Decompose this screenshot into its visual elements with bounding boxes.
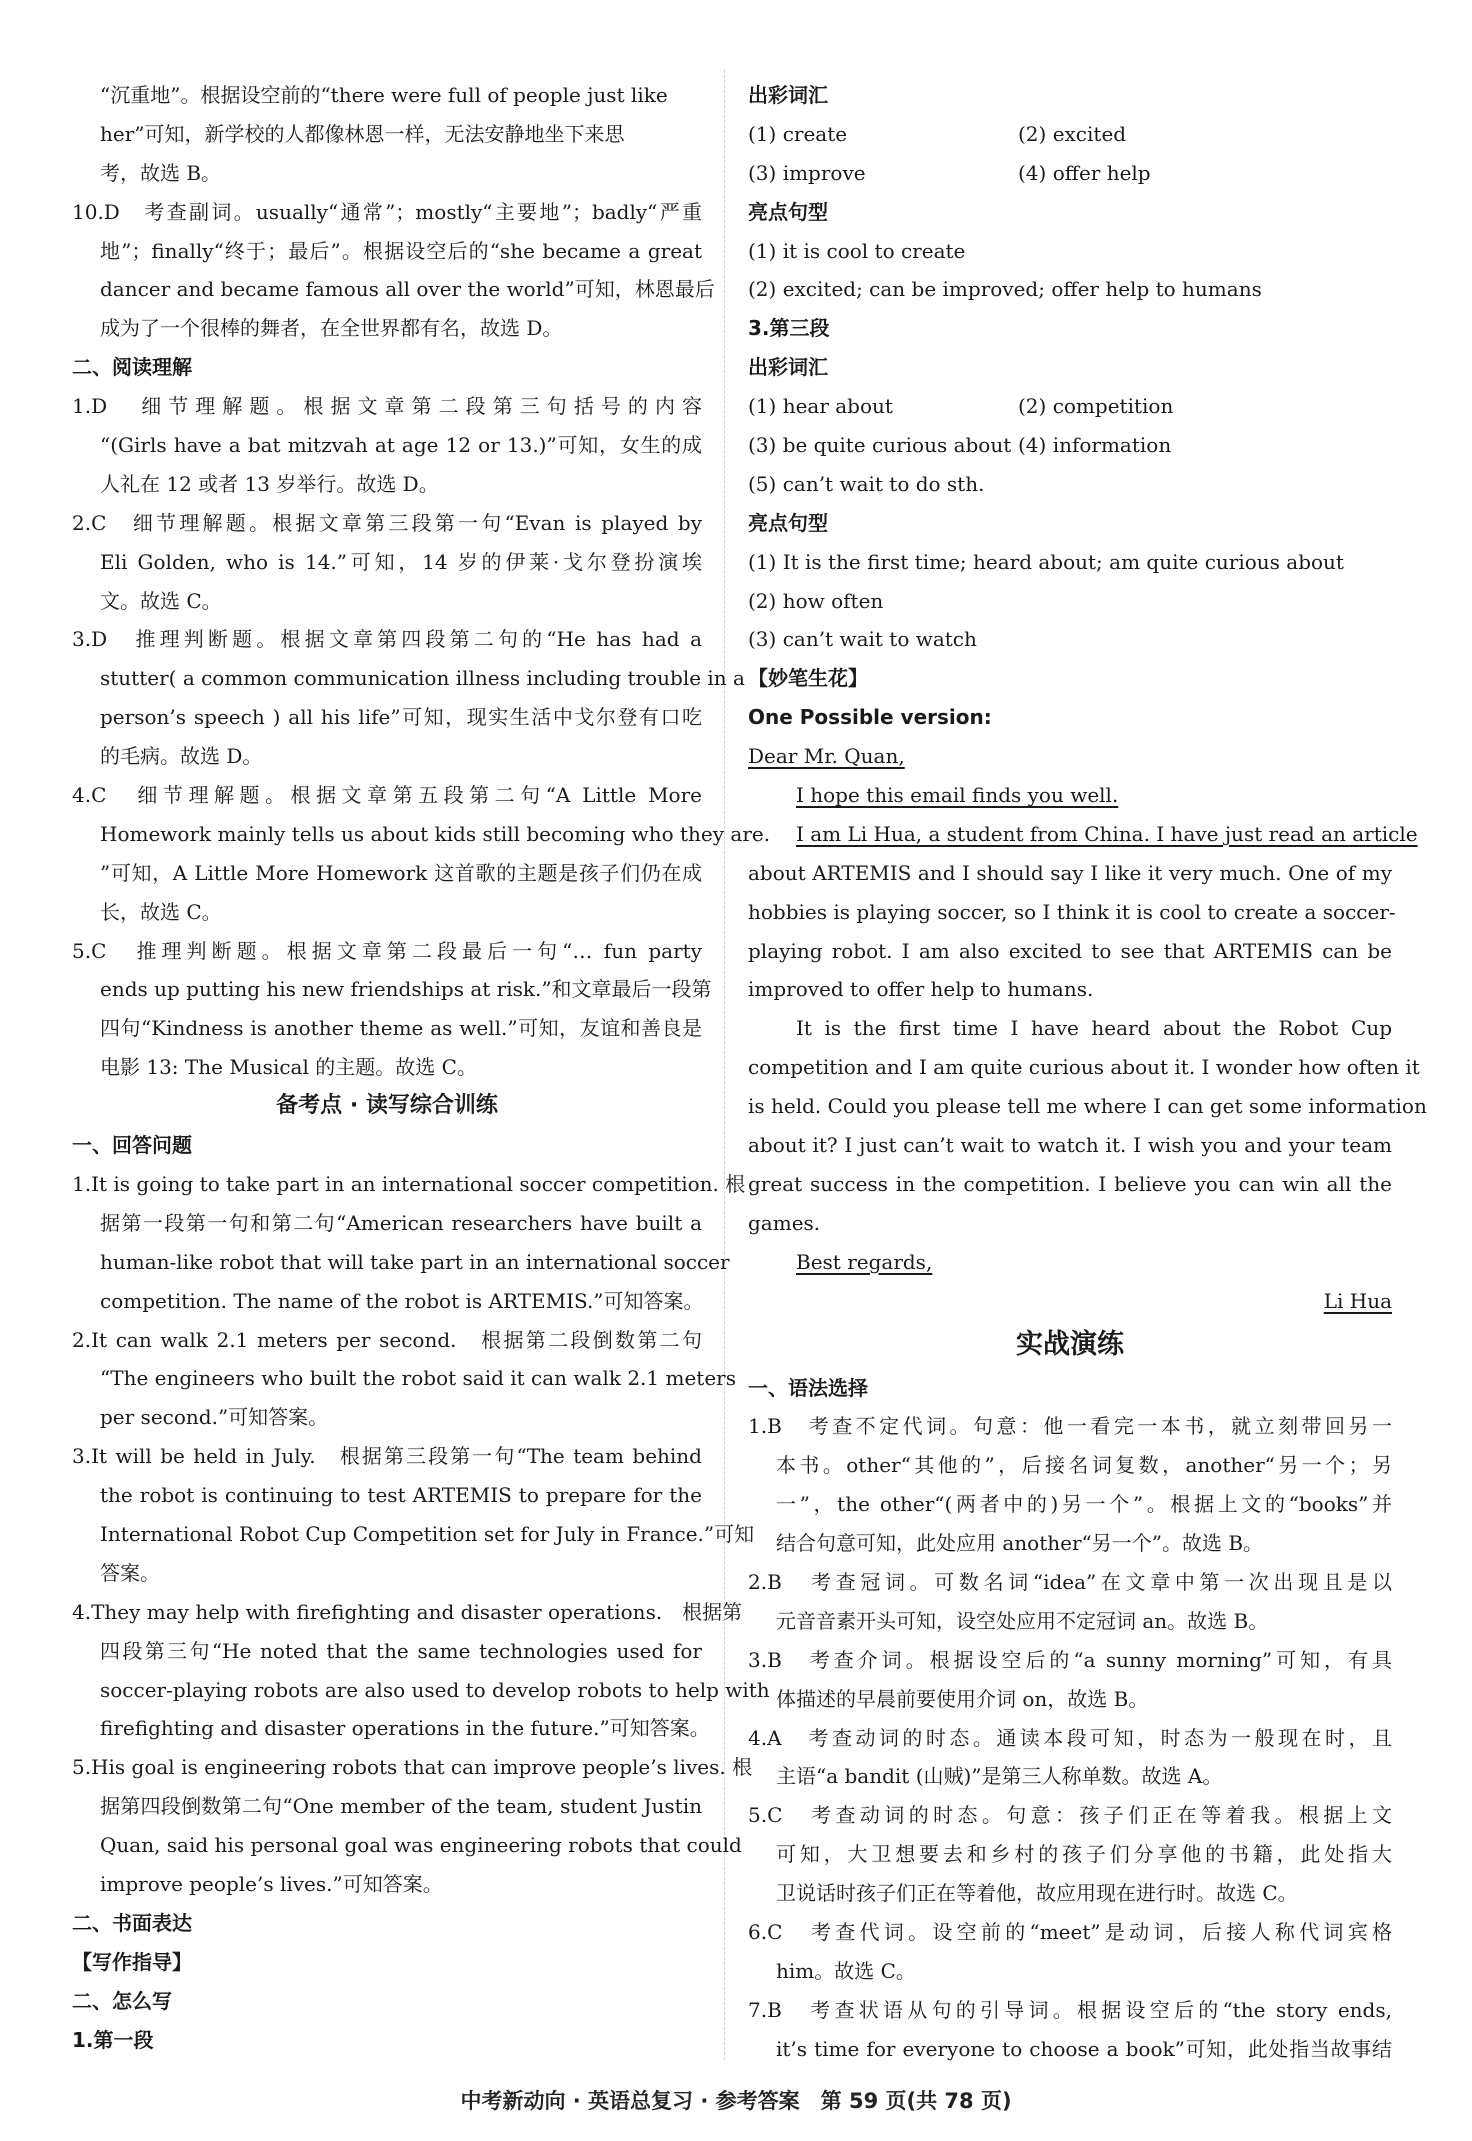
vocab-pair [748,387,1392,426]
vocab-item: (1) create [748,121,848,146]
text-line: human-like robot that will take part in an international soccer [100,1249,730,1274]
section-heading: 【妙笔生花】 [748,666,868,691]
vocab-item: (3) improve [748,160,866,185]
section-title: 备考点 · 读写综合训练 [276,1093,498,1119]
signature-name: Li Hua [1323,1288,1392,1313]
text-line: 四句“Kindness is another theme as well.”可知，友谊和善良是 [100,1016,702,1041]
text-line: 1.B 考查不定代词。句意：他一看完一本书，就立刻带回另一 [748,1414,1392,1439]
text-line: about it? I just can’t wait to watch it. I wish you and your team [748,1133,1392,1158]
letter-line [748,737,1392,776]
text-line: 元音音素开头可知，设空处应用不定冠词 an。故选 B。 [776,1608,1269,1633]
text-line: 7.B 考查状语从句的引导词。根据设空后的“the story ends, [748,1997,1392,2022]
section-heading: 二、书面表达 [72,1910,192,1935]
text-line: Homework mainly tells us about kids still becoming who they are. [100,821,771,846]
letter-line [748,1243,1392,1282]
text-line: ends up putting his new friendships at risk.”和文章最后一段第 [100,977,712,1002]
text-line: 本书。other“其他的”，后接名词复数，another“另一个；另 [776,1453,1392,1478]
text-line: (3) can’t wait to watch [748,627,977,652]
text-line: “(Girls have a bat mitzvah at age 12 or 13.)”可知，女生的成 [100,433,702,458]
text-line: 6.C 考查代词。设空前的“meet”是动词，后接人称代词宾格 [748,1919,1392,1944]
text-line: 文。故选 C。 [100,588,222,613]
text-line: 结合句意可知，此处应用 another“另一个”。故选 B。 [776,1531,1264,1556]
text-line: Quan, said his personal goal was engineering robots that could [100,1833,742,1858]
section-heading: 二、阅读理解 [72,355,192,380]
section-heading: 一、回答问题 [72,1133,192,1158]
vocab-item: (4) offer help [1018,160,1151,185]
right-column [748,76,1427,2069]
text-line: 长，故选 C。 [100,899,222,924]
vocab-item: (2) excited [1018,121,1127,146]
text-line: 可知，大卫想要去和乡村的孩子们分享他的书籍，此处指大 [776,1842,1392,1867]
section-heading: 二、怎么写 [72,1988,172,2013]
text-line: 成为了一个很棒的舞者，在全世界都有名，故选 D。 [100,316,563,341]
signature [748,1282,1392,1321]
text-line: improve people’s lives.”可知答案。 [100,1871,443,1896]
text-line: (2) how often [748,588,884,613]
text-line: 4.C 细节理解题。根据文章第五段第二句“A Little More [72,783,702,808]
left-column [72,76,771,2059]
text-line-content: I am Li Hua, a student from China. I have just read an article [796,821,1418,846]
text-line: 人礼在 12 或者 13 岁举行。故选 D。 [100,471,439,496]
text-line: Eli Golden, who is 14.”可知，14 岁的伊莱·戈尔登扮演埃 [100,549,702,574]
version-heading: One Possible version: [748,705,992,730]
vocab-item: (1) hear about [748,394,893,419]
section-heading: 一、语法选择 [748,1375,868,1400]
text-line: 卫说话时孩子们正在等着他，故应用现在进行时。故选 C。 [776,1881,1298,1906]
text-line: games. [748,1210,821,1235]
section-heading: 出彩词汇 [748,355,828,380]
text-line: 2.It can walk 2.1 meters per second. 根据第二段倒数第二句 [72,1327,702,1352]
page-footer: 中考新动向 · 英语总复习 · 参考答案 第 59 页(共 78 页) [460,2089,1012,2113]
text-line: International Robot Cup Competition set for July in France.”可知 [100,1521,755,1546]
letter-line-content: I hope this email finds you well. [796,783,1119,808]
text-line: him。故选 C。 [776,1958,916,1983]
text-line: 2.B 考查冠词。可数名词“idea”在文章中第一次出现且是以 [748,1569,1392,1594]
text-line: 5.C 推理判断题。根据文章第二段最后一句“… fun party [72,938,702,963]
text-line: 5.His goal is engineering robots that can improve people’s lives. 根 [72,1755,753,1780]
text-line: 1.D 细节理解题。根据文章第二段第三句括号的内容 [72,394,702,419]
text-line: 地”；finally“终于；最后”。根据设空后的“she became a great [100,238,702,263]
text-line: 5.C 考查动词的时态。句意：孩子们正在等着我。根据上文 [748,1803,1392,1828]
text-line: 考，故选 B。 [100,160,222,185]
section-heading: 亮点句型 [748,510,828,535]
letter-line-content: Dear Mr. Quan, [748,744,905,769]
text-line: 10.D 考查副词。usually“通常”；mostly“主要地”；badly“严重 [72,199,702,224]
text-line: stutter( a common communication illness including trouble in a [100,666,745,691]
text-line: soccer-playing robots are also used to develop robots to help with [100,1677,770,1702]
text-line: 答案。 [100,1560,160,1585]
text-line: playing robot. I am also excited to see that ARTEMIS can be [748,938,1392,963]
text-line: 据第四段倒数第二句“One member of the team, student Justin [100,1794,702,1819]
text-line: about ARTEMIS and I should say I like it very much. One of my [748,860,1392,885]
text-line: competition and I am quite curious about it. I wonder how often it [748,1055,1420,1080]
text-line: her”可知，新学校的人都像林恩一样，无法安静地坐下来思 [100,121,625,146]
text-line: dancer and became famous all over the world”可知，林恩最后 [100,277,715,302]
text-line: 的毛病。故选 D。 [100,744,263,769]
text-line: 4.They may help with firefighting and disaster operations. 根据第 [72,1599,743,1624]
text-line: 1.It is going to take part in an international soccer competition. 根 [72,1171,746,1196]
text-line: “沉重地”。根据设空前的“there were full of people just like [100,83,668,107]
text-line: 体描述的早晨前要使用介词 on，故选 B。 [776,1686,1149,1711]
text-line: 据第一段第一句和第二句“American researchers have built a [100,1210,702,1235]
vocab-item: (4) information [1018,433,1172,458]
text-line: hobbies is playing soccer, so I think it is cool to create a soccer- [748,899,1396,924]
text-line: 一”，the other“(两者中的)另一个”。根据上文的“books”并 [776,1492,1392,1517]
text-line: 3.B 考查介词。根据设空后的“a sunny morning”可知，有具 [748,1647,1392,1672]
text-line: (1) It is the first time; heard about; am quite curious about [748,549,1344,574]
text-line: 电影 13: The Musical 的主题。故选 C。 [100,1055,477,1080]
text-line: (2) excited; can be improved; offer help to humans [748,277,1262,302]
text-line: it’s time for everyone to choose a book”可知，此处指当故事结 [776,2036,1392,2061]
text-line: (5) can’t wait to do sth. [748,471,985,496]
section-heading: 1.第一段 [72,2027,154,2052]
text-line: 2.C 细节理解题。根据文章第三段第一句“Evan is played by [72,510,702,535]
text-line: competition. The name of the robot is ARTEMIS.”可知答案。 [100,1288,704,1313]
vocab-item: (2) competition [1018,394,1174,419]
section-heading: 出彩词汇 [748,83,828,107]
text-line: the robot is continuing to test ARTEMIS to prepare for the [100,1483,702,1508]
section-heading: 亮点句型 [748,199,828,224]
practice-title: 实战演练 [1016,1328,1124,1360]
text-line: person’s speech ) all his life”可知，现实生活中戈尔登有口吃 [100,705,702,730]
text-line: per second.”可知答案。 [100,1405,329,1430]
vocab-item: (3) be quite curious about [748,433,1012,458]
section-heading: 3.第三段 [748,316,830,341]
text-line: It is the first time I have heard about the Robot Cup [796,1016,1392,1041]
text-line: 四段第三句“He noted that the same technologies used for [100,1638,702,1663]
text-line: great success in the competition. I believe you can win all the [748,1171,1392,1196]
text-line: 3.It will be held in July. 根据第三段第一句“The team behind [72,1444,702,1469]
text-line: is held. Could you please tell me where I can get some information [748,1094,1427,1119]
text-line: 4.A 考查动词的时态。通读本段可知，时态为一般现在时，且 [748,1725,1392,1750]
vocab-pair [748,115,1392,154]
text-line: 3.D 推理判断题。根据文章第四段第二句的“He has had a [72,627,702,652]
vocab-pair [748,426,1392,465]
text-line: 主语“a bandit (山贼)”是第三人称单数。故选 A。 [776,1764,1223,1789]
section-heading: 【写作指导】 [72,1949,192,1974]
letter-line-content: Best regards, [796,1249,933,1274]
text-line: firefighting and disaster operations in the future.”可知答案。 [100,1716,710,1741]
vocab-pair [748,154,1392,193]
text-line [748,815,1418,854]
text-line: “The engineers who built the robot said it can walk 2.1 meters [100,1366,736,1391]
text-line: ”可知，A Little More Homework 这首歌的主题是孩子们仍在成 [100,860,702,885]
text-line: (1) it is cool to create [748,238,966,263]
letter-line [748,776,1392,815]
text-line: improved to offer help to humans. [748,977,1094,1002]
